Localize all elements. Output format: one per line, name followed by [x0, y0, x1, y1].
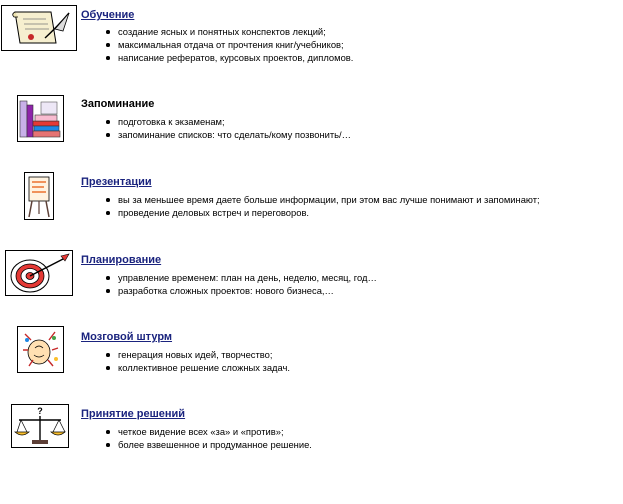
- books-icon: [17, 95, 64, 142]
- section-items: [104, 425, 312, 451]
- list-item: коллективное решение сложных задач.: [104, 361, 290, 374]
- scales-icon: [11, 404, 69, 448]
- list-item: максимальная отдача от прочтения книг/учебников;: [104, 38, 353, 51]
- section-title[interactable]: Презентации: [81, 176, 152, 188]
- list-item: вы за меньшее время даете больше информации, при этом вас лучше понимают и запоминают;: [104, 193, 540, 206]
- section-title[interactable]: Планирование: [81, 254, 162, 266]
- section-items: [104, 348, 290, 374]
- list-item: генерация новых идей, творчество;: [104, 348, 290, 361]
- list-item: подготовка к экзаменам;: [104, 115, 351, 128]
- list-item: четкое видение всех «за» и «против»;: [104, 425, 312, 438]
- scroll-quill-icon: [1, 5, 77, 51]
- list-item: проведение деловых встреч и переговоров.: [104, 206, 540, 219]
- section-title[interactable]: Мозговой штурм: [81, 331, 173, 343]
- target-arrow-icon: [5, 250, 73, 296]
- list-item: написание рефератов, курсовых проектов, дипломов.: [104, 51, 353, 64]
- section-title: Запоминание: [81, 98, 155, 110]
- section-items: [104, 25, 353, 64]
- easel-icon: [24, 172, 54, 220]
- list-item: разработка сложных проектов: нового бизнеса,…: [104, 284, 377, 297]
- list-item: создание ясных и понятных конспектов лекций;: [104, 25, 353, 38]
- list-item: управление временем: план на день, неделю, месяц, год…: [104, 271, 377, 284]
- list-item: запоминание списков: что сделать/кому позвонить/…: [104, 128, 351, 141]
- list-item: более взвешенное и продуманное решение.: [104, 438, 312, 451]
- section-title[interactable]: Обучение: [81, 9, 135, 21]
- section-items: [104, 271, 377, 297]
- section-items: [104, 193, 540, 219]
- section-items: [104, 115, 351, 141]
- brainstorm-sparks-icon: [17, 326, 64, 373]
- section-title[interactable]: Принятие решений: [81, 408, 186, 420]
- svg-text:?: ?: [37, 406, 43, 416]
